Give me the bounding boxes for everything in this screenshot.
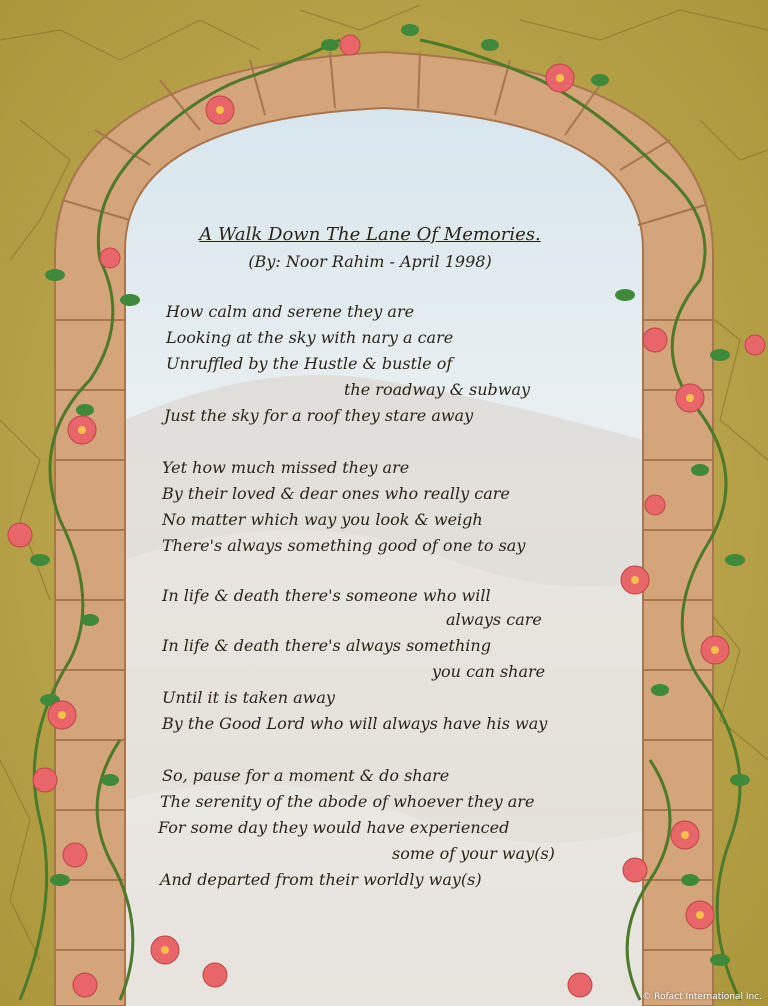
poem-line: By their loved & dear ones who really care <box>162 484 510 503</box>
poem-line: Just the sky for a roof they stare away <box>164 406 474 425</box>
poem-line: you can share <box>432 662 546 681</box>
poem-line: Yet how much missed they are <box>162 458 410 477</box>
copyright-notice: © Rofact International Inc. <box>642 992 762 1002</box>
poem-line: For some day they would have experienced <box>158 818 510 837</box>
poem-line: The serenity of the abode of whoever they are <box>160 792 535 811</box>
poem-line: No matter which way you look & weigh <box>162 510 483 529</box>
poem-line: Unruffled by the Hustle & bustle of <box>166 354 453 373</box>
poem-line: There's always something good of one to say <box>162 536 526 555</box>
poem-line: some of your way(s) <box>392 844 555 863</box>
poem-line: By the Good Lord who will always have his way <box>162 714 548 733</box>
poem-title: A Walk Down The Lane Of Memories. <box>199 224 541 245</box>
poem-line: Looking at the sky with nary a care <box>166 328 454 347</box>
poem-byline: (By: Noor Rahim - April 1998) <box>248 252 492 271</box>
poem-line: the roadway & subway <box>344 380 531 399</box>
poem-line: And departed from their worldly way(s) <box>160 870 482 889</box>
poem-line: In life & death there's always something <box>162 636 491 655</box>
poem-line: Until it is taken away <box>162 688 335 707</box>
poem-line: In life & death there's someone who will <box>162 586 491 605</box>
poem-line: How calm and serene they are <box>166 302 415 321</box>
poem-line: So, pause for a moment & do share <box>162 766 450 785</box>
poem-line: always care <box>446 610 542 629</box>
